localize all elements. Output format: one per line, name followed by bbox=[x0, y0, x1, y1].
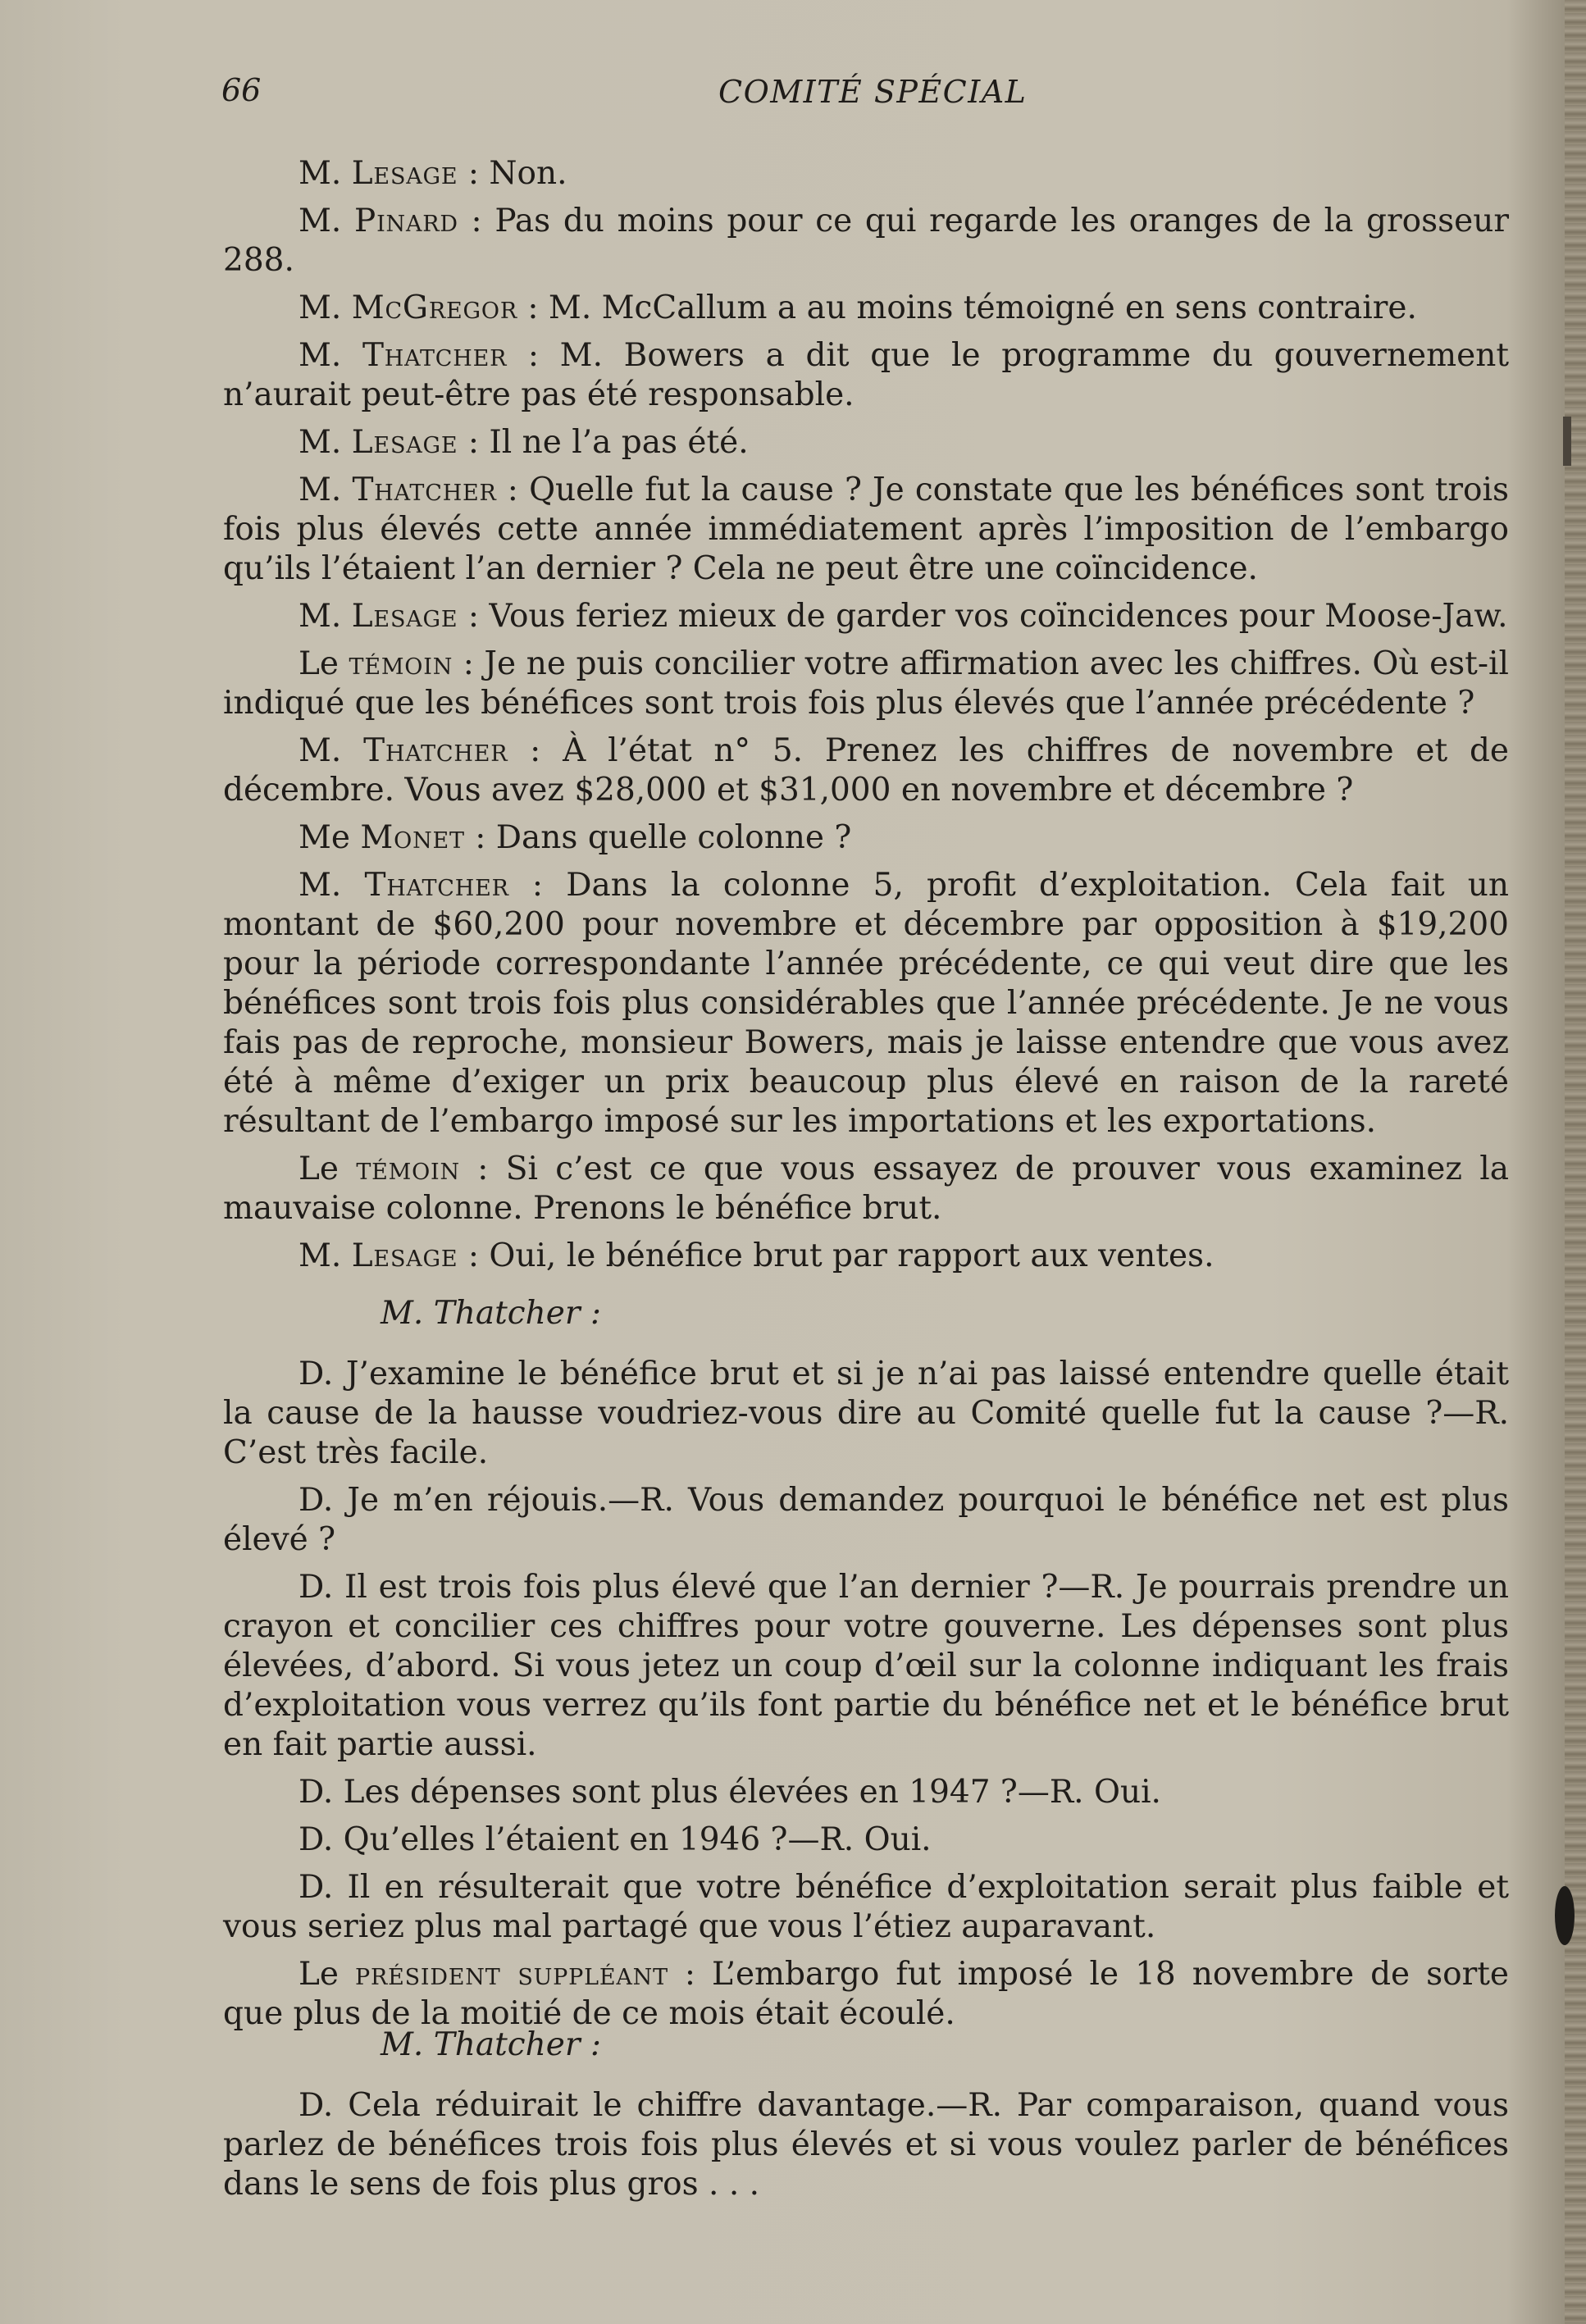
qa-paragraph: D. Je m’en réjouis.—R. Vous demandez pourquoi le bénéfice net est plus élevé ? bbox=[223, 1482, 1509, 1558]
qa-paragraph: D. Il est trois fois plus élevé que l’an dernier ?—R. Je pourrais prendre un crayon et concilier ces chiffres pour votre gouverne. Les dépenses sont plus élevées, d’abord. Si vous jetez un coup d’œil sur la colonne indiquant les frais d’exploitation vous verrez qu’ils font partie du bénéfice net et le bénéfice brut en fait partie aussi. bbox=[223, 1569, 1509, 1763]
page-number: 66 bbox=[221, 72, 262, 108]
qa-paragraph: D. J’examine le bénéfice brut et si je n’ai pas laissé entendre quelle était la cause de la hausse voudriez-vous dire au Comité quelle fut la cause ?—R. C’est très facile. bbox=[223, 1356, 1509, 1471]
dialogue-paragraph: M. Lesage : Non. bbox=[299, 155, 567, 192]
subheading: M. Thatcher : bbox=[381, 2026, 602, 2063]
dialogue-paragraph: M. Lesage : Oui, le bénéfice brut par rapport aux ventes. bbox=[299, 1237, 1215, 1274]
dialogue-paragraph: Me Monet : Dans quelle colonne ? bbox=[299, 819, 852, 856]
running-header: COMITÉ SPÉCIAL bbox=[718, 74, 1028, 110]
dialogue-paragraph: M. Pinard : Pas du moins pour ce qui regarde les oranges de la grosseur 288. bbox=[223, 203, 1510, 279]
subheading: M. Thatcher : bbox=[381, 1295, 602, 1332]
ink-blot bbox=[1555, 1886, 1575, 1945]
ink-mark bbox=[1563, 417, 1571, 466]
examination-block-1 bbox=[223, 1294, 1509, 2034]
dialogue-block-1 bbox=[223, 154, 1509, 1276]
qa-paragraph: D. Qu’elles l’étaient en 1946 ?—R. Oui. bbox=[299, 1821, 932, 1858]
dialogue-paragraph: M. Thatcher : Dans la colonne 5, profit d’exploitation. Cela fait un montant de $60,200 pour novembre et décembre par opposition à $19,200 pour la période correspondante l’année précédente, ce qui veut dire que les bénéfices sont trois fois plus considérables que l’année précédente. Je ne vous fais pas de reproche, monsieur Bowers, mais je laisse entendre que vous avez été à même d’exiger un prix beaucoup plus élevé en raison de la rareté résultant de l’embargo imposé sur les importations et les exportations. bbox=[223, 867, 1510, 1140]
examination-block-2 bbox=[223, 2026, 1509, 2204]
qa-paragraph: D. Cela réduirait le chiffre davantage.—R. Par comparaison, quand vous parlez de bénéfices trois fois plus élevés et si vous voulez parler de bénéfices dans le sens de fois plus gros . . . bbox=[223, 2087, 1509, 2203]
dialogue-paragraph: M. Thatcher : M. Bowers a dit que le programme du gouvernement n’aurait peut-être pas été responsable. bbox=[223, 337, 1509, 413]
dialogue-paragraph: M. Thatcher : Quelle fut la cause ? Je constate que les bénéfices sont trois fois plus élevés cette année immédiatement après l’imposition de l’embargo qu’ils l’étaient l’an dernier ? Cela ne peut être une coïncidence. bbox=[223, 472, 1510, 587]
dialogue-paragraph: M. Lesage : Il ne l’a pas été. bbox=[299, 424, 749, 461]
page-edge bbox=[1565, 0, 1586, 2324]
dialogue-paragraph: Le témoin : Je ne puis concilier votre affirmation avec les chiffres. Où est-il indiqué que les bénéfices sont trois fois plus élevés que l’année précédente ? bbox=[223, 645, 1509, 722]
dialogue-paragraph: M. Thatcher : À l’état n° 5. Prenez les chiffres de novembre et de décembre. Vous avez $28,000 et $31,000 en novembre et décembre ? bbox=[223, 732, 1509, 809]
qa-paragraph: D. Les dépenses sont plus élevées en 1947 ?—R. Oui. bbox=[299, 1774, 1161, 1811]
dialogue-paragraph: M. McGregor : M. McCallum a au moins témoigné en sens contraire. bbox=[299, 289, 1417, 326]
president-paragraph: Le président suppléant : L’embargo fut imposé le 18 novembre de sorte que plus de la moitié de ce mois était écoulé. bbox=[223, 1956, 1510, 2032]
dialogue-paragraph: M. Lesage : Vous feriez mieux de garder vos coïncidences pour Moose-Jaw. bbox=[299, 598, 1508, 635]
dialogue-paragraph: Le témoin : Si c’est ce que vous essayez de prouver vous examinez la mauvaise colonne. Prenons le bénéfice brut. bbox=[223, 1151, 1509, 1227]
qa-paragraph: D. Il en résulterait que votre bénéfice d’exploitation serait plus faible et vous seriez plus mal partagé que vous l’étiez auparavant. bbox=[223, 1869, 1509, 1945]
